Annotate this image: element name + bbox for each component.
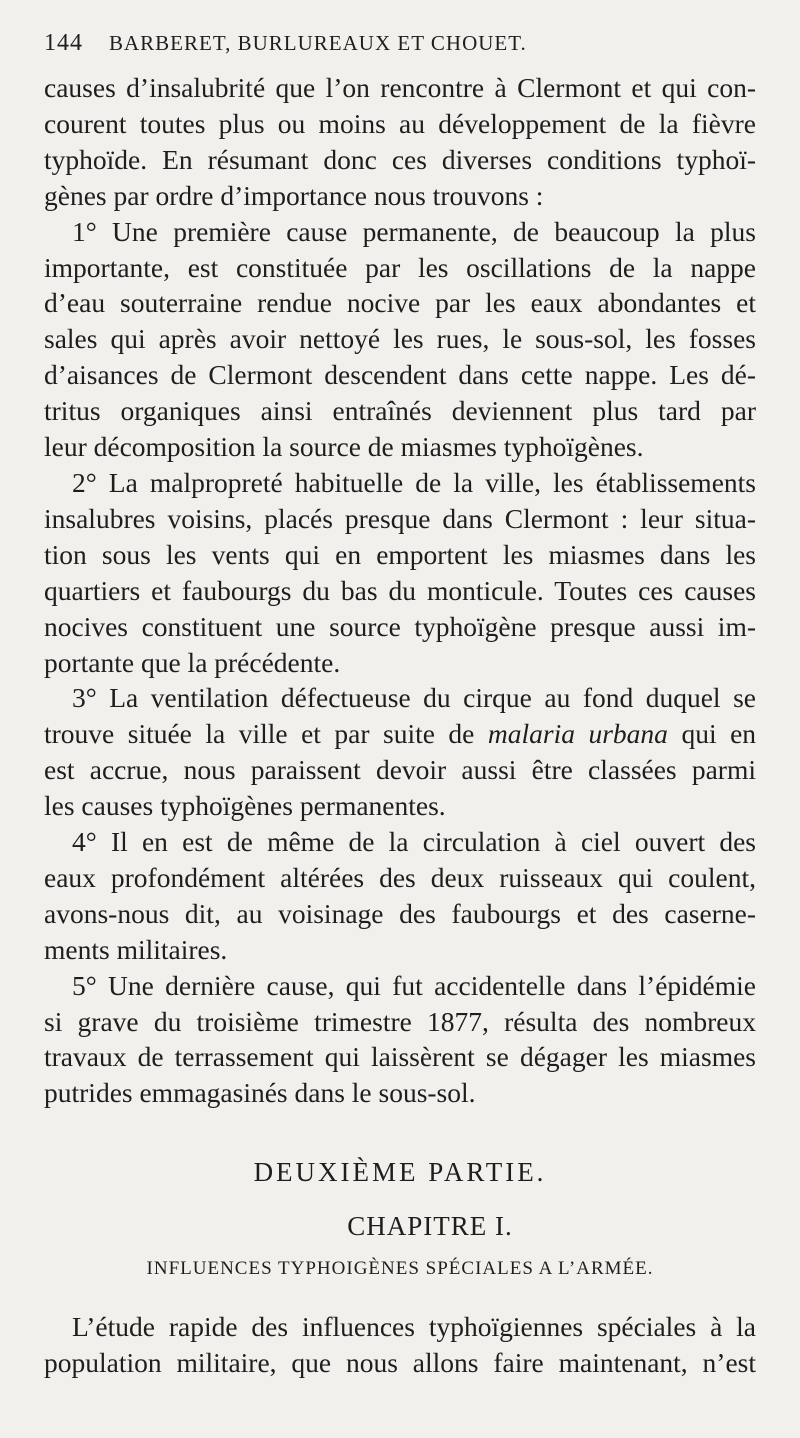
text-line: tritus organiques ainsi entraînés deviennent plus tard par (44, 395, 756, 427)
list-item-1 (44, 214, 756, 465)
text-line: eaux profondément altérées des deux ruisseaux qui coulent, (44, 861, 756, 893)
text-line-with-italic (44, 716, 756, 752)
text-line: les causes typhoïgènes permanentes. (44, 790, 446, 822)
text-run: trouve située la ville et par suite de (44, 718, 475, 750)
list-item-3 (44, 680, 756, 824)
text-line: putrides emmagasinés dans le sous-sol. (44, 1077, 476, 1109)
text-line: travaux de terrassement qui laissèrent se dégager les miasmes (44, 1041, 756, 1073)
section-title: INFLUENCES TYPHOIGÈNES SPÉCIALES A L’ARMÉE. (146, 1258, 654, 1280)
text-line: nocives constituent une source typhoïgène presque aussi im- (44, 610, 756, 642)
text-line: leur décomposition la source de miasmes typhoïgènes. (44, 431, 644, 463)
text-line: 1° Une première cause permanente, de beaucoup la plus (72, 215, 756, 247)
text-line: d’eau souterraine rendue nocive par les eaux abondantes et (44, 287, 756, 319)
intro-paragraph (44, 70, 756, 214)
list-item-5 (44, 968, 756, 1112)
text-line: quartiers et faubourgs du bas du monticule. Toutes ces causes (44, 574, 756, 606)
text-line: si grave du troisième trimestre 1877, résulta des nombreux (44, 1005, 756, 1037)
text-line: avons-nous dit, au voisinage des faubourgs et des caserne- (44, 897, 756, 929)
text-line: insalubres voisins, placés presque dans Clermont : leur situa- (44, 502, 756, 534)
list-item-2 (44, 465, 756, 680)
text-line: portante que la précédente. (44, 646, 341, 678)
text-line: sales qui après avoir nettoyé les rues, le sous-sol, les fosses (44, 323, 756, 355)
text-line: est accrue, nous paraissent devoir aussi être classées parmi (44, 754, 756, 786)
text-line: 3° La ventilation défectueuse du cirque au fond duquel se (72, 682, 756, 714)
text-line: L’étude rapide des influences typhoïgiennes spéciales à la (72, 1311, 756, 1342)
running-header (44, 30, 756, 70)
closing-paragraph (44, 1309, 756, 1381)
text-line: 5° Une dernière cause, qui fut accidentelle dans l’épidémie (72, 969, 756, 1001)
text-run: qui en (681, 718, 757, 750)
text-line: typhoïde. En résumant donc ces diverses conditions typhoï- (44, 143, 756, 175)
text-line: causes d’insalubrité que l’on rencontre à Clermont et qui con- (44, 72, 756, 103)
text-line: ments militaires. (44, 933, 228, 965)
text-line: d’aisances de Clermont descendent dans cette nappe. Les dé- (44, 359, 756, 391)
text-line: 2° La malpropreté habituelle de la ville, les établissements (72, 466, 756, 498)
list-item-4 (44, 824, 756, 968)
page-number: 144 (44, 30, 83, 56)
text-line: 4° Il en est de même de la circulation à ciel ouvert des (72, 826, 756, 858)
page-body (44, 70, 756, 1381)
text-line: importante, est constituée par les oscillations de la nappe (44, 251, 756, 283)
chapter-title: CHAPITRE I. (347, 1211, 513, 1242)
running-title: BARBERET, BURLUREAUX ET CHOUET. (109, 31, 527, 55)
text-line: population militaire, que nous allons faire maintenant, n’est (44, 1346, 756, 1378)
text-line: tion sous les vents qui en emportent les miasmes dans les (44, 538, 756, 570)
part-title: DEUXIÈME PARTIE. (253, 1157, 547, 1188)
italic-term: malaria urbana (487, 718, 668, 750)
text-line: gènes par ordre d’importance nous trouvons : (44, 179, 544, 211)
text-line: courent toutes plus ou moins au développement de la fièvre (44, 107, 756, 139)
